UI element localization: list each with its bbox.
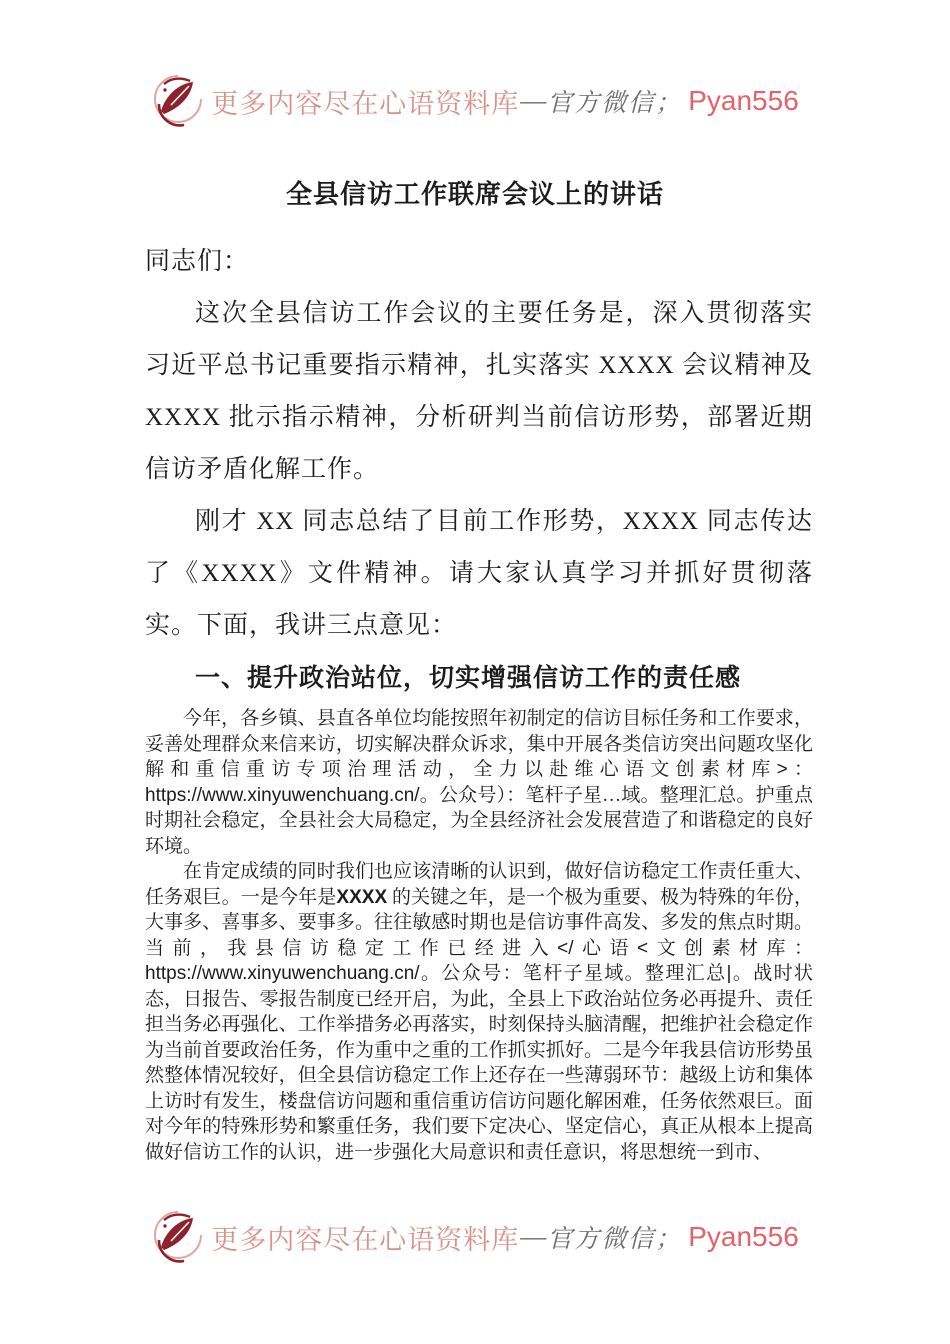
paragraph-1: 这次全县信访工作会议的主要任务是，深入贯彻落实习近平总书记重要指示精神，扎实落实 XXXX 会议精神及 XXXX 批示指示精神，分析研判当前信访形势，部署近期信访矛盾化解工作。 xyxy=(145,300,813,483)
paragraph-2: 刚才 XX 同志总结了目前工作形势，XXXX 同志传达了《XXXX》文件精神。请大家认真学习并抓好贯彻落实。下面，我讲三点意见： xyxy=(145,508,813,639)
dense-paragraph-2: 在肯定成绩的同时我们也应该清晰的认识到，做好信访稳定工作责任重大、任务艰巨。一是今年是XXXX 的关键之年，是一个极为重要、极为特殊的年份，大事多、喜事多、要事多。往往敏感时期也是信访事件高发、多发的焦点时期。当前，我县信访稳定工作已经进入</心语<文创素材库：https://www.xinyuwenchuang.cn/。公众号：笔杆子星域。整理汇总|。战时状态，日报告、零报告制度已经开启，为此，全县上下政治站位务必再提升、责任担当务必再强化、工作举措务必再落实，时刻保持头脑清醒，把维护社会稳定作为当前首要政治任务，作为重中之重的工作抓实抓好。二是今年我县信访形势虽然整体情况较好，但全县信访稳定工作上还存在一些薄弱环节：越级上访和集体上访时有发生，楼盘信访问题和重信重访信访问题化解困难，任务依然艰巨。面对今年的特殊形势和繁重任务，我们要下定决心、坚定信心，真正从根本上提高做好信访工作的认识，进一步强化大局意识和责任意识，将思想统一到市、 xyxy=(145,861,813,1163)
footer-watermark xyxy=(0,1206,950,1268)
header-watermark xyxy=(0,70,950,132)
xinyu-pen-logo-icon xyxy=(151,1206,205,1268)
wechat-id: Pyan556 xyxy=(688,1221,799,1252)
wechat-label: 官方微信； xyxy=(547,90,683,117)
xinyu-pen-logo-icon xyxy=(151,70,205,132)
wechat-label: 官方微信； xyxy=(547,1226,683,1253)
section-heading-1: 一、提升政治站位，切实增强信访工作的责任感 xyxy=(195,665,742,692)
separator-dash: — xyxy=(520,86,547,115)
salutation: 同志们： xyxy=(145,248,250,275)
brand-text: 更多内容尽在心语资料库 xyxy=(211,88,520,119)
separator-dash: — xyxy=(520,1222,547,1251)
document-title: 全县信访工作联席会议上的讲话 xyxy=(285,180,664,209)
wechat-id: Pyan556 xyxy=(688,85,799,116)
document-body xyxy=(145,236,813,1165)
dense-paragraph-1: 今年，各乡镇、县直各单位均能按照年初制定的信访目标任务和工作要求，妥善处理群众来信来访，切实解决群众诉求，集中开展各类信访突出问题攻坚化解和重信重访专项治理活动，全力以赴维心语文创素材库>：https://www.xinyuwenchuang.cn/。公众号）：笔杆子星…域。整理汇总。护重点时期社会稳定，全县社会大局稳定，为全县经济社会发展营造了和谐稳定的良好环境。 xyxy=(145,708,813,857)
brand-text: 更多内容尽在心语资料库 xyxy=(211,1224,520,1255)
